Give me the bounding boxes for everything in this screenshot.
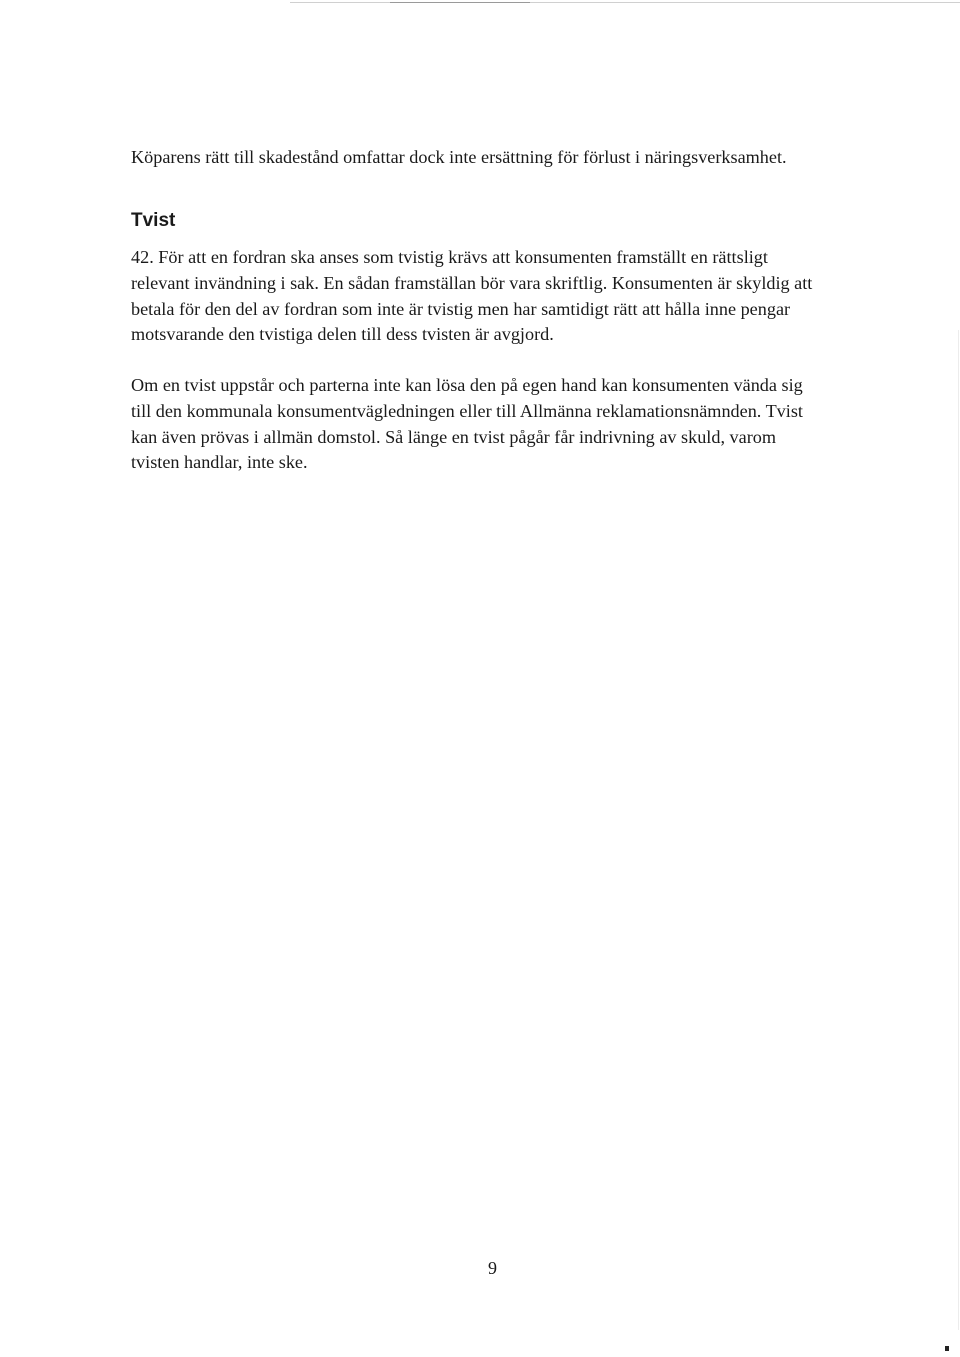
paragraph-42 xyxy=(131,245,812,348)
paragraph-line: betala för den del av fordran som inte är tvistig men har samtidigt rätt att hålla inne pengar xyxy=(131,298,791,319)
paragraph-line: kan även prövas i allmän domstol. Så länge en tvist pågår får indrivning av skuld, varom xyxy=(131,426,776,447)
scan-artifact-top-line-dark xyxy=(390,2,530,3)
intro-paragraph: Köparens rätt till skadestånd omfattar dock inte ersättning för förlust i näringsverksamhet. xyxy=(131,147,787,167)
scan-artifact-right-edge xyxy=(958,330,959,1330)
page-number: 9 xyxy=(488,1258,497,1278)
scan-artifact-mark xyxy=(945,1346,949,1351)
paragraph-line: till den kommunala konsumentvägledningen eller till Allmänna reklamationsnämnden. Tvist xyxy=(131,400,803,421)
paragraph-line: motsvarande den tvistiga delen till dess tvisten är avgjord. xyxy=(131,324,554,345)
paragraph-line: relevant invändning i sak. En sådan framställan bör vara skriftlig. Konsumenten är skyldig att xyxy=(131,272,813,293)
paragraph-line: 42. För att en fordran ska anses som tvistig krävs att konsumenten framställt en rättsligt xyxy=(131,247,768,267)
paragraph-line: tvisten handlar, inte ske. xyxy=(131,452,308,473)
paragraph-dispute xyxy=(131,373,803,476)
paragraph-line: Om en tvist uppstår och parterna inte kan lösa den på egen hand kan konsumenten vända sig xyxy=(131,375,803,395)
section-heading: Tvist xyxy=(131,210,176,231)
